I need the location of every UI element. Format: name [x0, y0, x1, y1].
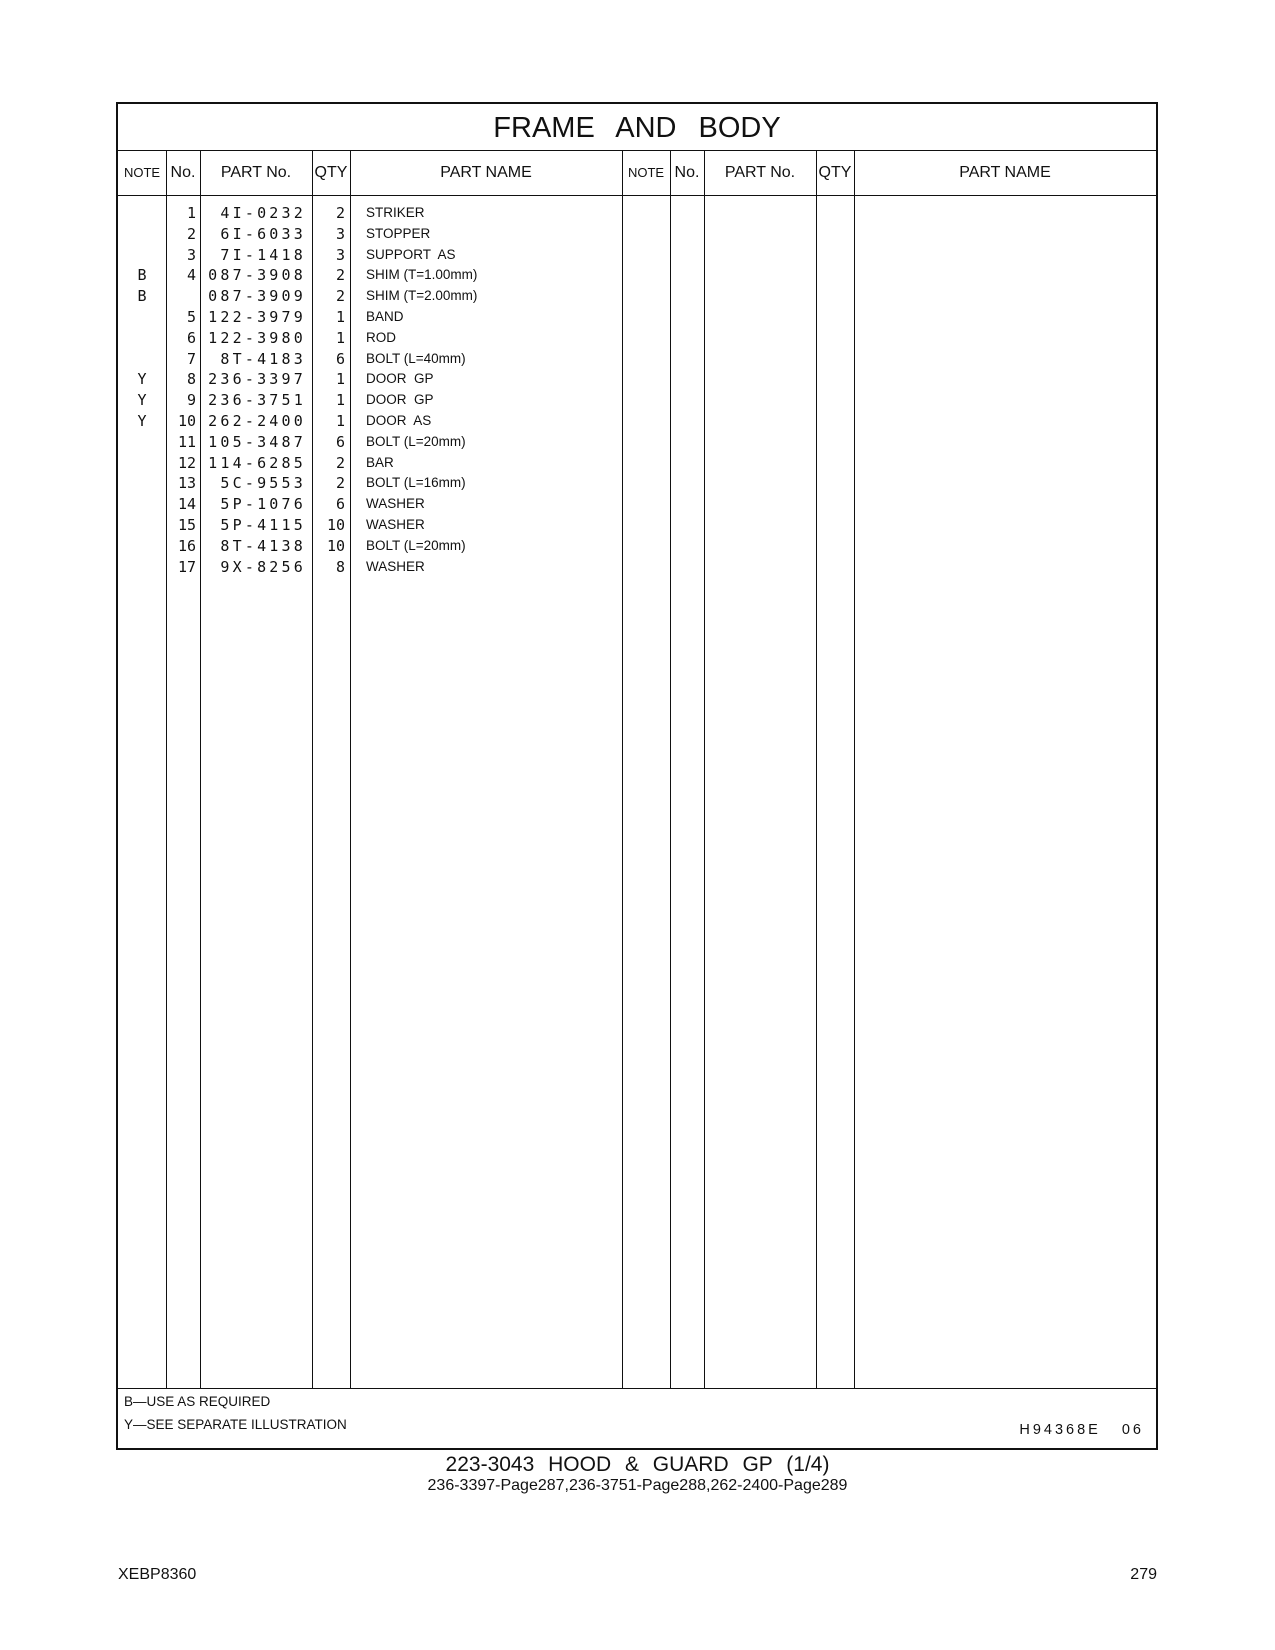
- cell-note: [118, 306, 166, 328]
- cell-part-name: WASHER: [366, 517, 425, 532]
- cell-part-number: 6I-6033: [220, 224, 306, 243]
- legend-b: B—USE AS REQUIRED: [124, 1394, 271, 1409]
- cell-quantity: 1: [335, 370, 345, 389]
- header-no-right: No.: [674, 164, 700, 181]
- cell-note: [118, 327, 166, 349]
- header-part-name-left: PART NAME: [440, 164, 532, 181]
- cell-part-name: DOOR GP: [366, 371, 434, 387]
- cell-note: [118, 472, 166, 494]
- cell-part-number: 5C-9553: [220, 474, 306, 493]
- cell-item-number: 1: [186, 204, 196, 222]
- column-divider: [200, 150, 201, 1388]
- cell-part-name: DOOR AS: [366, 413, 432, 428]
- header-qty-left: QTY: [314, 164, 348, 181]
- cell-part-number: 9X-8256: [220, 557, 306, 576]
- cell-part-number: 7I-1418: [220, 245, 306, 264]
- cell-note: [118, 244, 166, 266]
- cell-item-number: 17: [177, 557, 196, 576]
- cell-item-number: [168, 285, 196, 307]
- cell-note: [118, 493, 166, 515]
- header-note-left: NOTE: [123, 165, 161, 180]
- cell-part-name: ROD: [366, 329, 396, 345]
- cell-part-name: WASHER: [366, 558, 425, 574]
- cell-quantity: 2: [335, 266, 345, 285]
- cell-item-number: 11: [177, 432, 196, 451]
- cell-quantity: 1: [335, 412, 345, 430]
- cell-part-name: WASHER: [366, 496, 425, 512]
- cell-note: B: [137, 287, 147, 306]
- cell-item-number: 7: [186, 349, 196, 368]
- cell-part-number: 236-3397: [208, 370, 306, 389]
- cell-note: Y: [137, 391, 147, 410]
- legend-y: Y—SEE SEPARATE ILLUSTRATION: [124, 1417, 347, 1432]
- cell-part-name: BOLT (L=16mm): [366, 475, 466, 491]
- page-number: 279: [1130, 1566, 1157, 1583]
- cell-item-number: 10: [177, 412, 196, 430]
- cell-item-number: 15: [177, 516, 196, 534]
- cell-part-number: 087-3909: [208, 287, 306, 306]
- cell-quantity: 1: [335, 391, 345, 410]
- cell-part-name: BOLT (L=40mm): [366, 350, 466, 366]
- cell-part-number: 122-3980: [208, 328, 306, 347]
- cell-note: [118, 556, 166, 578]
- cell-quantity: 6: [335, 349, 345, 368]
- cell-note: B: [137, 266, 147, 285]
- cell-item-number: 9: [186, 391, 196, 410]
- cell-quantity: 3: [335, 224, 345, 243]
- cell-part-name: SUPPORT AS: [366, 246, 456, 262]
- header-no-left: No.: [170, 164, 196, 181]
- cell-part-number: 5P-4115: [220, 516, 306, 534]
- cell-note: [118, 452, 166, 474]
- cell-quantity: 8: [335, 557, 345, 576]
- column-divider: [816, 150, 817, 1388]
- cell-note: Y: [137, 370, 147, 389]
- footer-divider: [118, 1388, 1156, 1389]
- table-header-row: [118, 150, 1156, 196]
- cell-part-name: STRIKER: [366, 205, 425, 220]
- section-title: FRAME AND BODY: [118, 104, 1156, 151]
- cell-part-number: 087-3908: [208, 266, 306, 285]
- cell-quantity: 2: [335, 204, 345, 222]
- header-part-no-left: PART No.: [220, 164, 292, 181]
- illustration-code: H94368E 06: [1019, 1422, 1144, 1438]
- cell-part-number: 114-6285: [208, 453, 306, 472]
- cell-part-name: BAND: [366, 309, 404, 324]
- cell-quantity: 2: [335, 287, 345, 306]
- cell-part-name: BOLT (L=20mm): [366, 537, 466, 553]
- header-note-right: NOTE: [627, 165, 665, 180]
- cell-note: [118, 431, 166, 453]
- cell-note: Y: [137, 412, 147, 430]
- cell-part-name: STOPPER: [366, 225, 431, 241]
- parts-table-frame: [116, 102, 1158, 1450]
- cell-part-number: 262-2400: [208, 412, 306, 430]
- cell-item-number: 3: [186, 245, 196, 264]
- page-references: 236-3397-Page287,236-3751-Page288,262-2400-Page289: [427, 1477, 848, 1494]
- cell-item-number: 14: [177, 495, 196, 514]
- cell-part-number: 8T-4138: [220, 536, 306, 555]
- cell-part-number: 5P-1076: [220, 495, 306, 514]
- cell-item-number: 13: [177, 474, 196, 493]
- header-part-no-right: PART No.: [724, 164, 796, 181]
- cell-item-number: 12: [177, 453, 196, 472]
- column-divider-center: [622, 150, 623, 1388]
- column-divider: [704, 150, 705, 1388]
- cell-part-name: SHIM (T=1.00mm): [366, 267, 478, 283]
- cell-quantity: 10: [326, 536, 345, 555]
- cell-part-number: 122-3979: [208, 308, 306, 326]
- cell-note: [118, 223, 166, 245]
- cell-part-name: BOLT (L=20mm): [366, 433, 466, 449]
- cell-part-number: 105-3487: [208, 432, 306, 451]
- cell-note: [118, 514, 166, 536]
- cell-item-number: 5: [186, 308, 196, 326]
- cell-part-name: DOOR GP: [366, 392, 434, 408]
- column-divider: [350, 150, 351, 1388]
- cell-item-number: 6: [186, 328, 196, 347]
- cell-item-number: 4: [186, 266, 196, 285]
- cell-quantity: 3: [335, 245, 345, 264]
- header-qty-right: QTY: [818, 164, 852, 181]
- column-divider: [670, 150, 671, 1388]
- cell-note: [118, 202, 166, 224]
- cell-item-number: 2: [186, 224, 196, 243]
- cell-quantity: 10: [326, 516, 345, 534]
- header-part-name-right: PART NAME: [959, 164, 1051, 181]
- cell-quantity: 1: [335, 328, 345, 347]
- cell-quantity: 6: [335, 432, 345, 451]
- cell-quantity: 2: [335, 453, 345, 472]
- cell-item-number: 16: [177, 536, 196, 555]
- document-id: XEBP8360: [118, 1566, 197, 1583]
- cell-quantity: 2: [335, 474, 345, 493]
- cell-quantity: 1: [335, 308, 345, 326]
- cell-part-name: BAR: [366, 454, 394, 470]
- cell-part-number: 236-3751: [208, 391, 306, 410]
- column-divider: [854, 150, 855, 1388]
- cell-note: [118, 535, 166, 557]
- cell-part-number: 8T-4183: [220, 349, 306, 368]
- column-divider: [166, 150, 167, 1388]
- group-title: 223-3043 HOOD & GUARD GP (1/4): [445, 1453, 830, 1476]
- cell-part-name: SHIM (T=2.00mm): [366, 288, 478, 304]
- cell-part-number: 4I-0232: [220, 204, 306, 222]
- cell-quantity: 6: [335, 495, 345, 514]
- cell-item-number: 8: [186, 370, 196, 389]
- cell-note: [118, 348, 166, 370]
